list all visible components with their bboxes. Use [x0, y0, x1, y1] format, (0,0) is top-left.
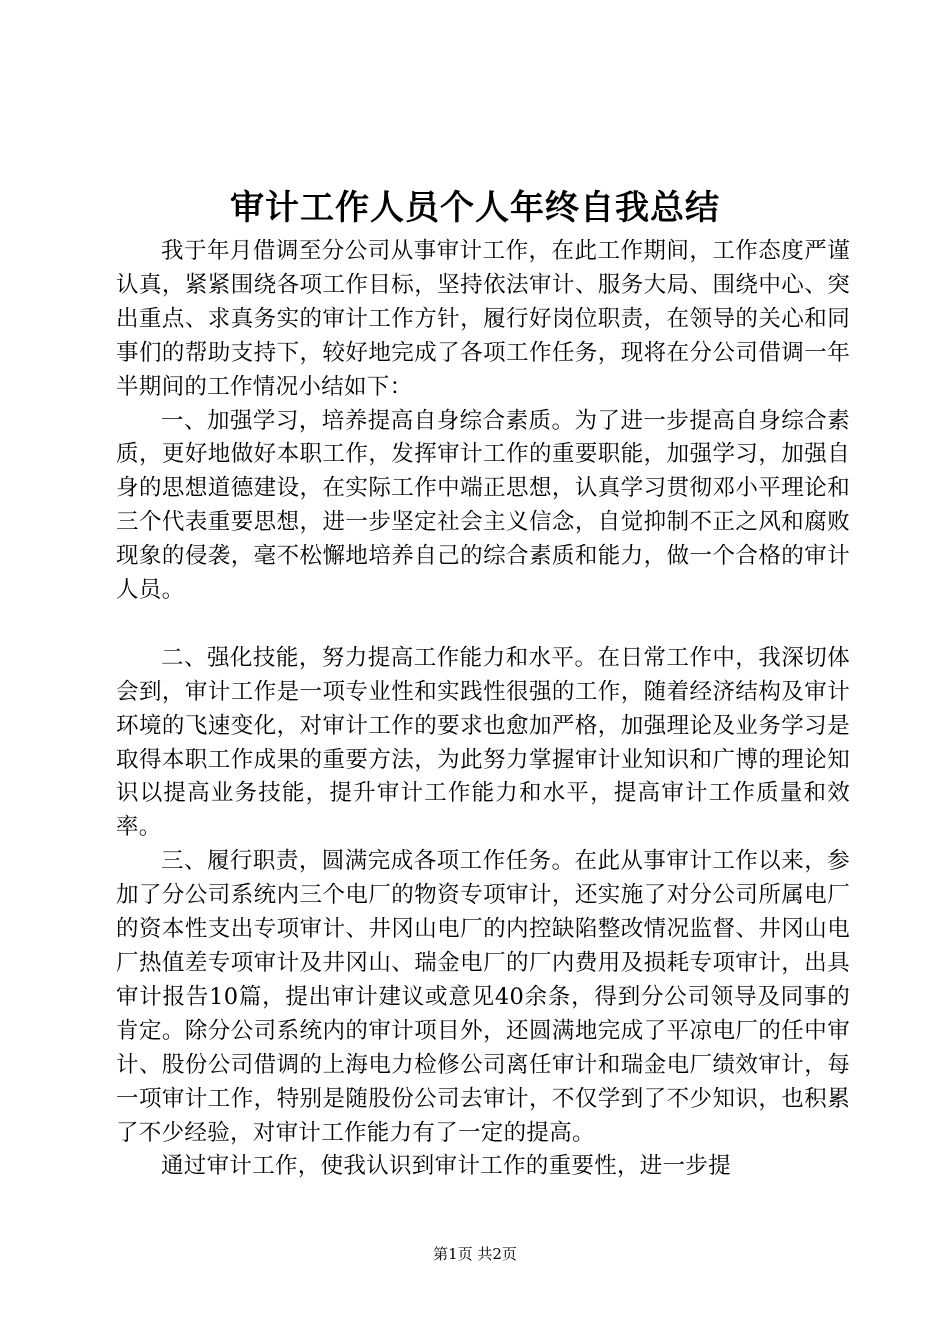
- paragraph-section-2: 二、强化技能，努力提高工作能力和水平。在日常工作中，我深切体会到，审计工作是一项专业性和实践性很强的工作，随着经济结构及审计环境的飞速变化，对审计工作的要求也愈加严格，加强理论及业务学习是取得本职工作成果的重要方法，为此努力掌握审计业知识和广博的理论知识以提高业务技能，提升审计工作能力和水平，提高审计工作质量和效率。: [116, 644, 850, 841]
- paragraph-conclusion: 通过审计工作，使我认识到审计工作的重要性，进一步提: [161, 1153, 732, 1180]
- document-body: [116, 235, 850, 1184]
- paragraph-section-3: 三、履行职责，圆满完成各项工作任务。在此从事审计工作以来，参加了分公司系统内三个电厂的物资专项审计，还实施了对分公司所属电厂的资本性支出专项审计、井冈山电厂的内控缺陷整改情况监督、井冈山电厂热值差专项审计及井冈山、瑞金电厂的厂内费用及损耗专项审计，出具审计报告10篇，提出审计建议或意见40余条，得到分公司领导及同事的肯定。除分公司系统内的审计项目外，还圆满地完成了平凉电厂的任中审计、股份公司借调的上海电力检修公司离任审计和瑞金电厂绩效审计，每一项审计工作，特别是随股份公司去审计，不仅学到了不少知识，也积累了不少经验，对审计工作能力有了一定的提高。: [116, 848, 850, 1146]
- paragraph-intro: 我于年月借调至分公司从事审计工作，在此工作期间，工作态度严谨认真，紧紧围绕各项工作目标，坚持依法审计、服务大局、围绕中心、突出重点、求真务实的审计工作方针，履行好岗位职责，在领导的关心和同事们的帮助支持下，较好地完成了各项工作任务，现将在分公司借调一年半期间的工作情况小结如下：: [116, 238, 850, 400]
- document-title: 审计工作人员个人年终自我总结: [230, 188, 720, 228]
- page-number-footer: 第1页 共2页: [433, 1245, 517, 1263]
- paragraph-section-1: 一、加强学习，培养提高自身综合素质。为了进一步提高自身综合素质，更好地做好本职工作，发挥审计工作的重要职能，加强学习，加强自身的思想道德建设，在实际工作中端正思想，认真学习贯彻邓小平理论和三个代表重要思想，进一步坚定社会主义信念，自觉抑制不正之风和腐败现象的侵袭，毫不松懈地培养自己的综合素质和能力，做一个合格的审计人员。: [116, 407, 850, 604]
